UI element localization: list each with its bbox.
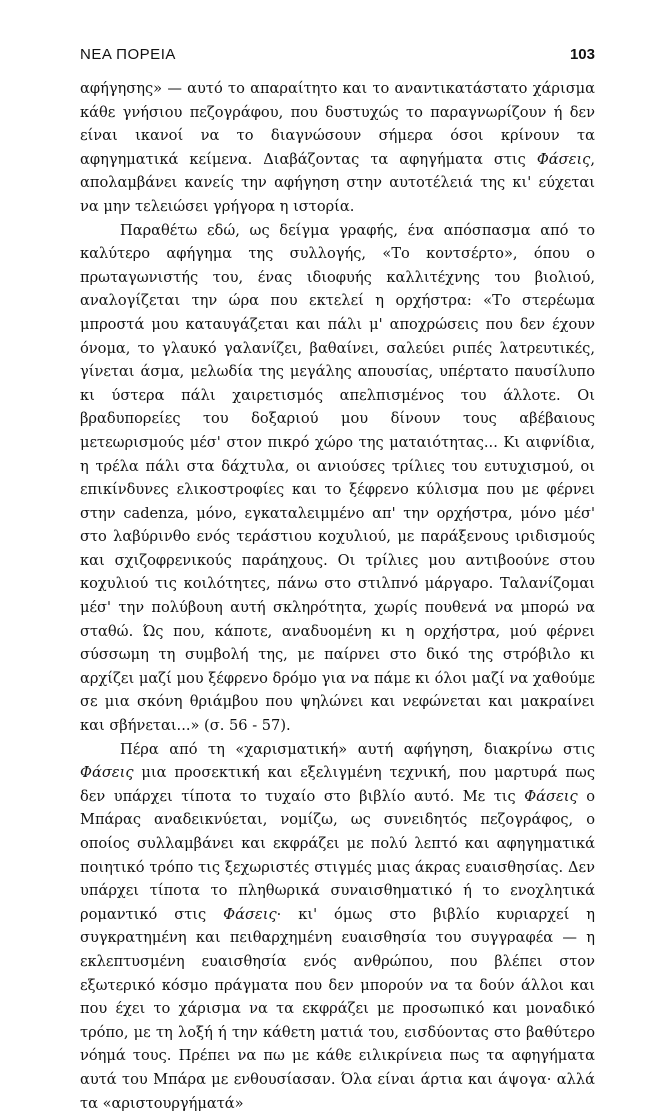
paragraph-2-quotation bbox=[80, 219, 595, 738]
book-title-italic: Φάσεις bbox=[536, 150, 591, 168]
page-number: 103 bbox=[569, 46, 595, 63]
journal-title: ΝΕΑ ΠΟΡΕΙΑ bbox=[80, 46, 176, 63]
text-run: ο Μπάρας αναδεικνύεται, νομίζω, ως συνειδητός πεζογράφος, ο οποίος συλλαμβάνει και εκφράζει με πολύ λεπτό και αφηγηματικά ποιητικό τρόπο τις ξεχωριστές στιγμές μιας άκρας ευαισθησίας. Δεν υπάρχει τίποτα το πληθωρικά συναισθηματικό ή το ενοχλητικά ρομαντικό στις bbox=[80, 787, 595, 923]
text-run: μια προσεκτική και εξελιγμένη τεχνική, που μαρτυρά πως δεν υπάρχει τίποτα το τυχαίο στο βιβλίο αυτό. Με τις bbox=[80, 764, 595, 805]
paragraph-1 bbox=[80, 77, 595, 219]
text-run: · κι' όμως στο βιβλίο κυριαρχεί η συγκρατημένη και πειθαρχημένη ευαισθησία του συγγραφέα — η εκλεπτυσμένη ευαισθησία ενός ανθρώπου, που βλέπει στον εξωτερικό κόσμο πράγματα που δεν μπορούν να τα δούν άλλοι και που έχει το χάρισμα να τα εκφράζει με προσωπικό και μοναδικό τρόπο, με τη λοξή ή την κάθετη ματιά του, εισδύοντας στο βαθύτερο νόημά τους. Πρέπει να πω με κάθε ειλικρίνεια πως τα αφηγήματα αυτά του Μπάρα με ενθουσίασαν. Όλα είναι άρτια και άψογα· αλλά τα «αριστουργήματά» bbox=[80, 905, 595, 1112]
text-run: Παραθέτω εδώ, ως δείγμα γραφής, ένα απόσπασμα από το καλύτερο αφήγημα της συλλογής, «Το κοντσέρτο», όπου ο πρωταγωνιστής του, ένας ιδιοφυής καλλιτέχνης του βιολιού, αναλογίζεται την ώρα που εκτελεί η ορχήστρα: «Το στερέωμα μπροστά μου καταυγάζεται και πάλι μ' αποχρώσεις που δεν έχουν όνομα, το γλαυκό γαλανίζει, βαθαίνει, σαλεύει ριπές λατρευτικές, γίνεται άσμα, μελωδία της μεγάλης απουσίας, υπέρτατο παυσίλυπο κι ύστερα πάλι χαιρετισμός απελπισμένος του άλλοτε. Οι βραδυπορείες του δοξαριού μου δίνουν τους αβέβαιους μετεωρισμούς μέσ' στον πικρό χώρο της ματαιότητας... Κι αιφνίδια, η τρέλα πάλι στα δάχτυλα, οι ανιούσες τρίλιες του ευτυχισμού, οι επικίνδυνες ελικοστροφίες και το ξέφρενο κύλισμα που με φέρνει στην cadenza, μόνο, εγκαταλειμμένο απ' την ορχήστρα, μόνο μέσ' στο λαβύρινθο ενός τεράστιου κοχυλιού, με παράξενους ιριδισμούς και σχιζοφρενικούς παράηχους. Οι τρίλιες μου αντιβοούνε στου κοχυλιού τις κοιλότητες, πάνω στο στιλπνό μάργαρο. Ταλανίζομαι μέσ' την πολύβουη αυτή σκληρότητα, χωρίς πουθενά να μπορώ να σταθώ. Ώς που, κάποτε, αναδυομένη κι η ορχήστρα, μού φέρνει σύσσωμη τη συμβολή της, με παίρνει στο δικό της στρόβιλο κι αρχίζει μαζί μου ξέφρενο δρόμο για να πάμε κι όλοι μαζί να χαθούμε σε μια σκόνη θριάμβου που ψηλώνει και νεφώνεται και μακραίνει και σβήνεται...» (σ. 56 - 57). bbox=[80, 221, 595, 735]
book-title-italic: Φάσεις bbox=[223, 905, 277, 923]
body-text bbox=[80, 77, 595, 1115]
text-run: αφήγησης» — αυτό το απαραίτητο και το αναντικατάστατο χάρισμα κάθε γνήσιου πεζογράφου, που δυστυχώς το παραγνωρίζουν ή δεν είναι ικανοί να το διαγνώσουν σήμερα όσοι κρίνουν τα αφηγηματικά κείμενα. Διαβάζοντας τα αφηγήματα στις bbox=[80, 80, 595, 168]
book-title-italic: Φάσεις bbox=[524, 787, 578, 805]
running-header bbox=[80, 46, 595, 63]
text-run: Πέρα από τη «χαρισματική» αυτή αφήγηση, διακρίνω στις bbox=[120, 740, 595, 758]
paragraph-3 bbox=[80, 738, 595, 1115]
book-title-italic: Φάσεις bbox=[80, 764, 134, 782]
text-run: , απολαμβάνει κανείς την αφήγηση στην αυτοτέλειά της κι' εύχεται να μην τελειώσει γρήγορα η ιστορία. bbox=[80, 150, 595, 215]
